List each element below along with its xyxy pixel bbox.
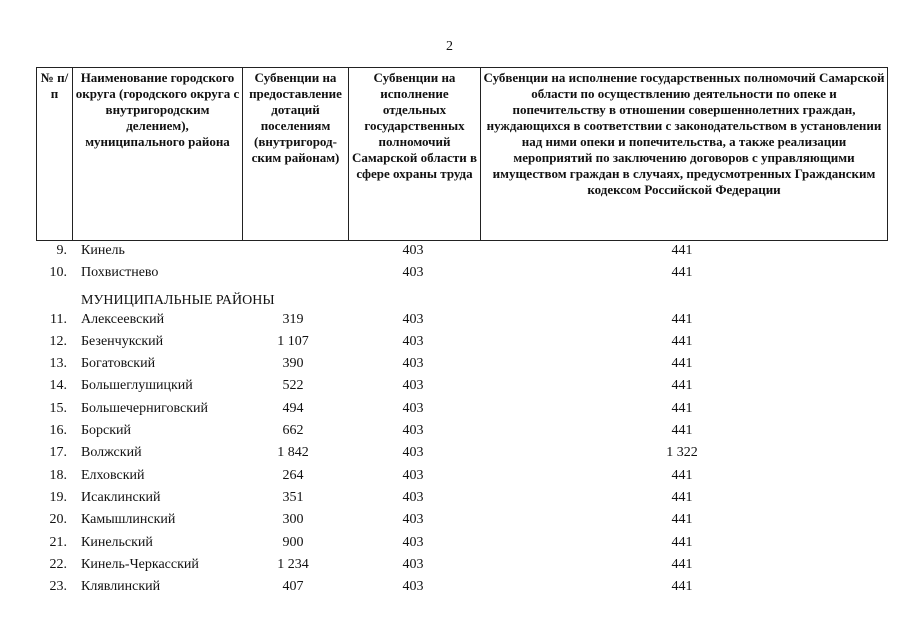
table-row (0, 399, 905, 421)
table-row (0, 443, 905, 465)
row-number: 19. (49, 489, 67, 505)
row-number: 20. (49, 512, 67, 528)
municipality-name: Кинель (81, 243, 125, 258)
guardianship-value: 441 (671, 265, 693, 281)
labor-protection-value: 403 (402, 512, 424, 528)
row-number: 11. (50, 311, 67, 327)
row-number: 21. (49, 534, 67, 550)
guardianship-value: 441 (671, 556, 693, 572)
settlement-subsidy-value: 300 (282, 512, 304, 528)
labor-protection-value: 403 (402, 534, 424, 550)
row-number: 14. (49, 378, 67, 394)
labor-protection-value: 403 (402, 333, 424, 349)
municipality-name: Борский (81, 423, 132, 439)
table-row (0, 354, 905, 376)
settlement-subsidy-value: 662 (282, 423, 304, 439)
header-municipality-name: Наименование городского округа (городского округа с внутригородским делением), муниципального района (73, 68, 243, 241)
guardianship-value: 441 (671, 467, 693, 483)
header-labor-protection: Субвенции на исполнение отдельных государственных полномочий Самарской области в сфере охраны труда (349, 68, 481, 241)
settlement-subsidy-value: 494 (282, 400, 304, 416)
header-settlement-subsidies: Субвенции на предоставление дотаций поселениям (внутригород-ским районам) (243, 68, 349, 241)
labor-protection-value: 403 (402, 356, 424, 372)
row-number: 16. (49, 423, 67, 439)
row-number: 22. (49, 556, 67, 572)
labor-protection-value: 403 (402, 467, 424, 483)
municipality-name: Исаклинский (81, 489, 161, 505)
municipality-name: Богатовский (81, 356, 156, 372)
labor-protection-value: 403 (402, 243, 424, 258)
table-row (0, 421, 905, 443)
table-row (0, 310, 905, 332)
page-number: 2 (446, 39, 453, 54)
labor-protection-value: 403 (402, 378, 424, 394)
table-row (0, 533, 905, 555)
labor-protection-value: 403 (402, 311, 424, 327)
guardianship-value: 441 (671, 489, 693, 505)
guardianship-value: 441 (671, 579, 693, 595)
labor-protection-value: 403 (402, 489, 424, 505)
table-row (0, 488, 905, 510)
municipality-name: Большеглушицкий (81, 378, 193, 394)
labor-protection-value: 403 (402, 445, 424, 461)
guardianship-value: 441 (671, 243, 693, 258)
guardianship-value: 441 (671, 333, 693, 349)
municipality-name: Клявлинский (81, 579, 161, 595)
header-row (37, 68, 888, 241)
table-row (0, 376, 905, 398)
section-title: МУНИЦИПАЛЬНЫЕ РАЙОНЫ (81, 292, 275, 308)
settlement-subsidy-value: 1 107 (277, 333, 309, 349)
row-number: 18. (49, 467, 67, 483)
settlement-subsidy-value: 319 (282, 311, 304, 327)
header-guardianship: Субвенции на исполнение государственных полномочий Самарской области по осуществлению деятельности по опеке и попечительству в отношении совершеннолетних граждан, нуждающихся в соответствии с законодательством в установлении над ними опеки и попечительства, а также реализации мероприятий по заключению договоров с управляющими имуществом граждан в случаях, предусмотренных Гражданским кодексом Российской Федерации (481, 68, 888, 241)
settlement-subsidy-value: 264 (282, 467, 304, 483)
guardianship-value: 441 (671, 311, 693, 327)
labor-protection-value: 403 (402, 265, 424, 281)
municipality-name: Кинельский (81, 534, 153, 550)
guardianship-value: 441 (671, 534, 693, 550)
row-number: 13. (49, 356, 67, 372)
settlement-subsidy-value: 522 (282, 378, 304, 394)
guardianship-value: 441 (671, 423, 693, 439)
guardianship-value: 441 (671, 400, 693, 416)
settlement-subsidy-value: 351 (282, 489, 304, 505)
guardianship-value: 441 (671, 378, 693, 394)
header-number: № п/п (37, 68, 73, 241)
labor-protection-value: 403 (402, 556, 424, 572)
row-number: 15. (49, 400, 67, 416)
labor-protection-value: 403 (402, 423, 424, 439)
row-number: 23. (49, 579, 67, 595)
row-number: 17. (49, 445, 67, 461)
labor-protection-value: 403 (402, 400, 424, 416)
subventions-table-header (36, 67, 888, 241)
municipality-name: Елховский (81, 467, 145, 483)
table-row (0, 555, 905, 577)
settlement-subsidy-value: 390 (282, 356, 304, 372)
settlement-subsidy-value: 407 (282, 579, 304, 595)
municipality-name: Кинель-Черкасский (81, 556, 199, 572)
municipality-name: Похвистнево (81, 265, 159, 281)
table-row (0, 332, 905, 354)
settlement-subsidy-value: 900 (282, 534, 304, 550)
table-row (0, 241, 905, 263)
municipality-name: Камышлинский (81, 512, 176, 528)
municipality-name: Безенчукский (81, 333, 164, 349)
labor-protection-value: 403 (402, 579, 424, 595)
settlement-subsidy-value: 1 842 (277, 445, 309, 461)
row-number: 12. (49, 333, 67, 349)
municipality-name: Волжский (81, 445, 142, 461)
table-row (0, 466, 905, 488)
table-body (0, 241, 905, 599)
settlement-subsidy-value: 1 234 (277, 556, 309, 572)
municipality-name: Алексеевский (81, 311, 165, 327)
guardianship-value: 1 322 (666, 445, 698, 461)
row-number: 9. (56, 243, 67, 258)
guardianship-value: 441 (671, 512, 693, 528)
table-row (0, 577, 905, 599)
row-number: 10. (49, 265, 67, 281)
table-row (0, 510, 905, 532)
table-row (0, 263, 905, 285)
guardianship-value: 441 (671, 356, 693, 372)
municipality-name: Большечерниговский (81, 400, 209, 416)
section-row (0, 286, 905, 310)
